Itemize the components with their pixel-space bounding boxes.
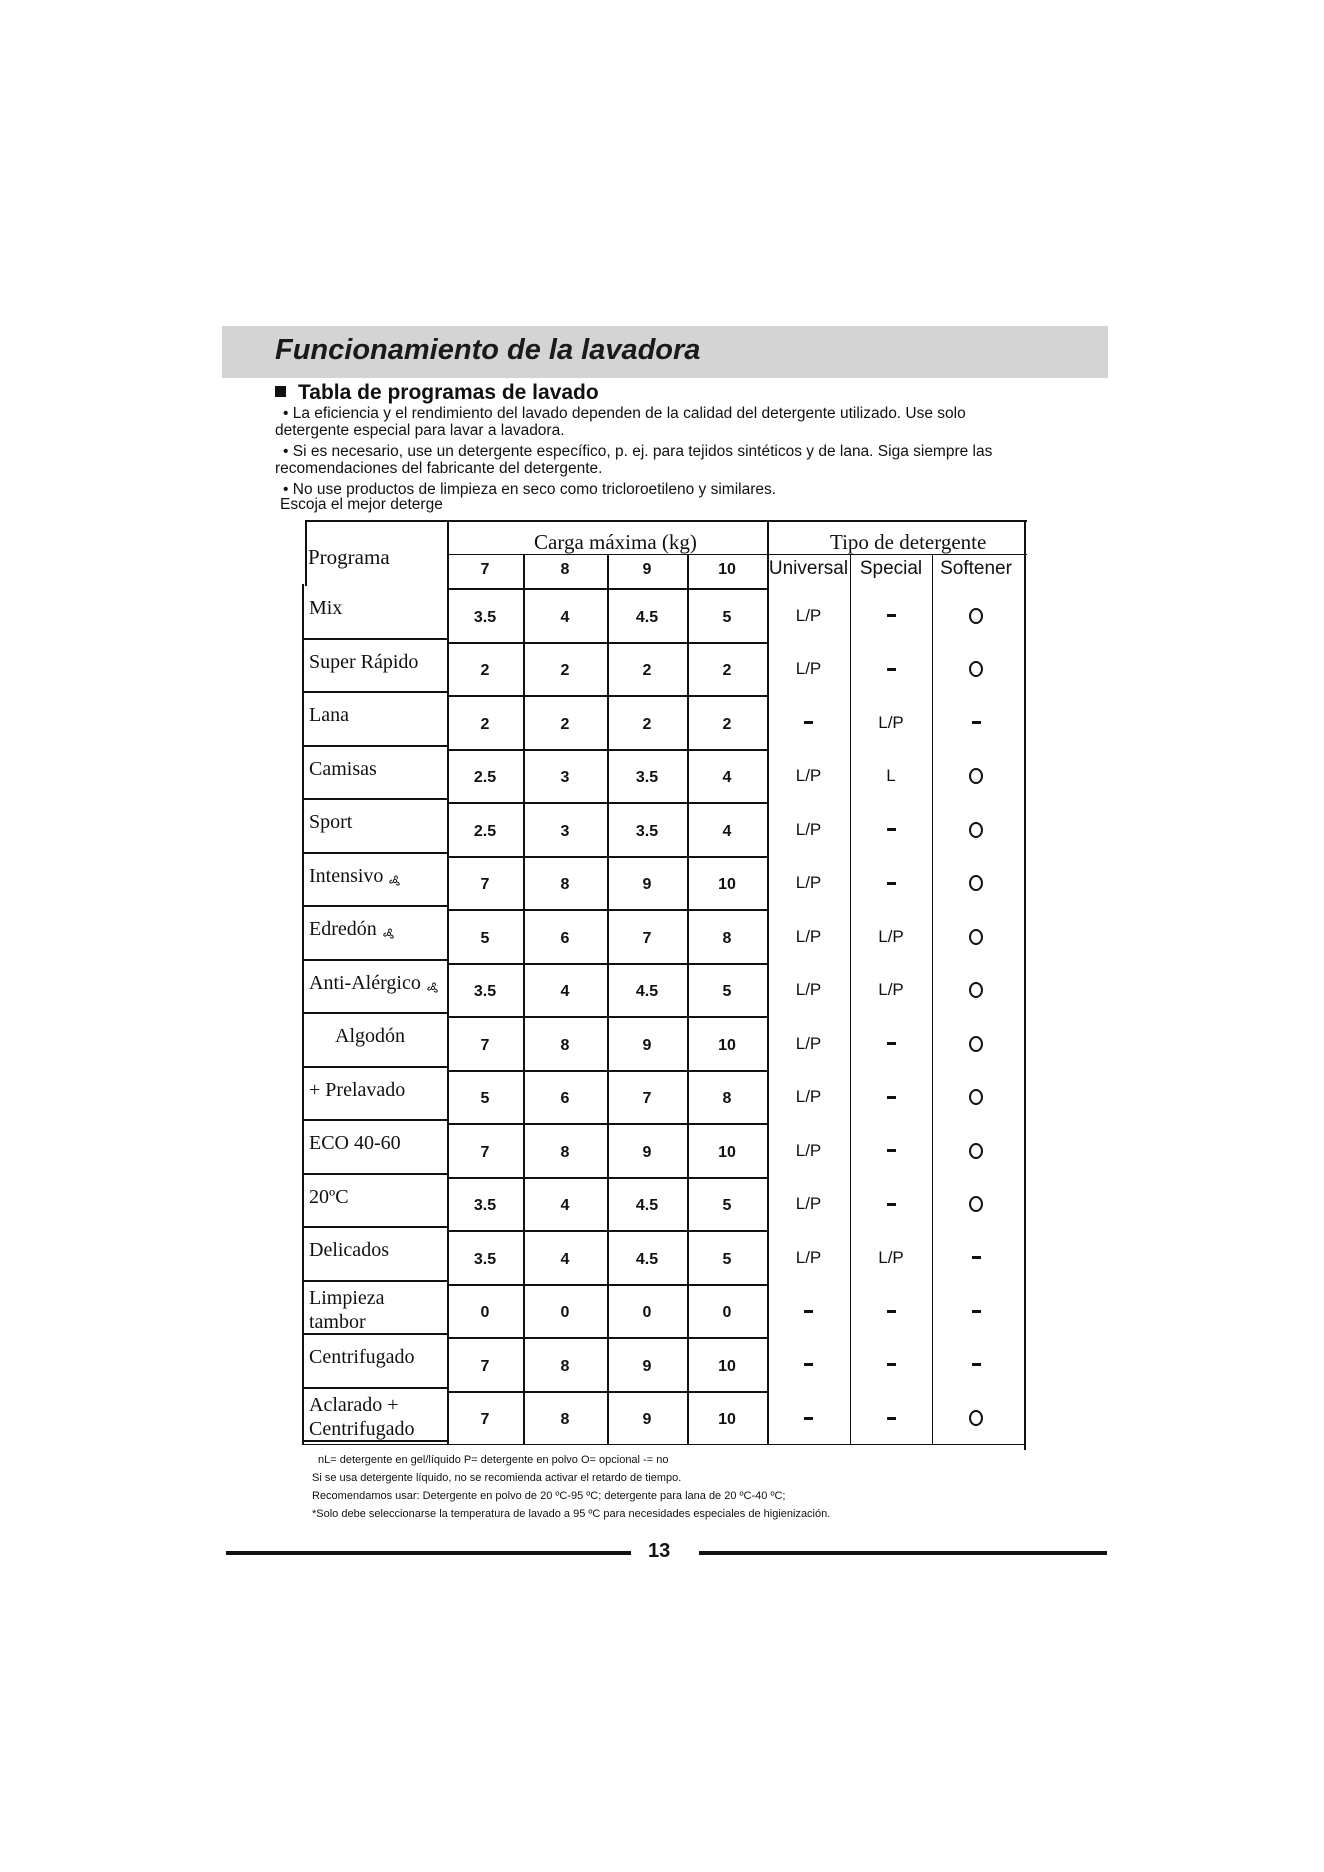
program-label: [309, 971, 454, 995]
fan-icon: [381, 923, 397, 937]
load-value: 4: [722, 822, 732, 840]
load-value: 7: [642, 1090, 652, 1108]
load-value: 8: [722, 929, 732, 947]
program-label: [309, 1185, 454, 1209]
detergent-value: [932, 1020, 1020, 1068]
load-value: 5: [722, 608, 732, 626]
detergent-value: [932, 967, 1020, 1015]
intro-text-1: La eficiencia y el rendimiento del lavado dependen de la calidad del detergente utilizado. Use solo: [292, 405, 966, 422]
intro-text-4: recomendaciones del fabricante del detergente.: [275, 460, 603, 477]
detergent-value: [850, 1074, 932, 1122]
load-value: 4: [560, 983, 570, 1001]
program-label-text: Sport: [309, 811, 353, 833]
load-value: 10: [718, 1036, 736, 1054]
row-rule: [447, 1123, 767, 1125]
load-value: 2: [642, 715, 652, 733]
load-col-header: 7: [480, 561, 490, 578]
detergent-value: [850, 1395, 932, 1443]
load-value: 4: [560, 1197, 570, 1215]
page-title: Funcionamiento de la lavadora: [275, 334, 701, 366]
load-value: 7: [642, 929, 652, 947]
load-value: 4.5: [635, 1197, 659, 1215]
optional-mark: [969, 661, 983, 677]
row-rule: [447, 909, 767, 911]
program-label-text: 20ºC: [309, 1185, 349, 1208]
optional-mark: [969, 929, 983, 945]
optional-mark: [969, 608, 983, 624]
no-mark: [887, 1417, 896, 1420]
load-value: 3.5: [473, 1250, 497, 1268]
intro-line-2: [275, 422, 1075, 439]
load-value: 4: [722, 769, 732, 787]
program-row-rule: [302, 1226, 447, 1228]
program-label-text: Intensivo: [309, 864, 384, 887]
load-value: 3.5: [473, 608, 497, 626]
load-value: 9: [642, 1143, 652, 1161]
load-value: 5: [480, 929, 490, 947]
detergent-value: [850, 1288, 932, 1336]
row-rule: [447, 802, 767, 804]
intro-line-4: [275, 460, 1075, 477]
detergent-value: L/P: [795, 766, 822, 786]
program-label: [309, 917, 454, 941]
load-value: 7: [480, 1357, 490, 1375]
load-value: 2: [560, 662, 570, 680]
load-value: 9: [642, 1357, 652, 1375]
optional-mark: [969, 982, 983, 998]
load-value: 8: [560, 876, 570, 894]
bullet-icon: •: [283, 405, 289, 422]
detergent-value: [850, 1341, 932, 1389]
detergent-value: [932, 806, 1020, 854]
load-value: 7: [480, 1411, 490, 1429]
detergent-value: [850, 592, 932, 640]
no-mark: [887, 614, 896, 617]
detergent-value: [932, 860, 1020, 908]
program-label-text: tambor: [309, 1310, 366, 1333]
detergent-value: [850, 1020, 932, 1068]
detergent-value: [932, 913, 1020, 961]
detergent-value: [932, 753, 1020, 801]
fan-icon: [387, 870, 403, 884]
load-value: 4.5: [635, 983, 659, 1001]
no-mark: [972, 1310, 981, 1313]
load-value: 5: [722, 1250, 732, 1268]
program-label-text: Delicados: [309, 1239, 389, 1261]
program-label-text: Centrifugado: [309, 1417, 415, 1440]
optional-mark: [969, 1089, 983, 1105]
load-value: 8: [560, 1357, 570, 1375]
load-value: 5: [480, 1090, 490, 1108]
detergent-value: [850, 1181, 932, 1229]
program-label-text: + Prelavado: [309, 1078, 406, 1101]
detergent-value: L/P: [795, 1247, 822, 1267]
load-header: Carga máxima (kg): [534, 530, 697, 554]
load-value: 9: [642, 1036, 652, 1054]
detergent-value: L/P: [878, 926, 904, 946]
row-rule: [447, 1284, 767, 1286]
load-value: 2: [480, 662, 490, 680]
no-mark: [887, 668, 896, 671]
table-bottom-rule: [302, 1444, 1026, 1445]
detergent-value: L/P: [795, 1194, 822, 1214]
program-row-rule: [302, 1280, 447, 1282]
load-value: 2: [722, 715, 732, 733]
detergent-value: [767, 1288, 850, 1336]
detergent-value: [932, 1288, 1020, 1336]
fan-icon: [425, 977, 441, 991]
section-heading-text: Tabla de programas de lavado: [298, 381, 599, 404]
program-label: [309, 1286, 454, 1334]
detergent-value: [932, 646, 1020, 694]
load-value: 2.5: [473, 769, 497, 787]
no-mark: [887, 882, 896, 885]
program-row-rule: [302, 1173, 447, 1175]
footnote-3: Recomendamos usar: Detergente en polvo de 20 ºC-95 ºC; detergente para lana de 20 ºC-40 ºC;: [312, 1490, 786, 1502]
program-label: [309, 596, 454, 620]
no-mark: [804, 1417, 813, 1420]
detergent-value: [850, 1127, 932, 1175]
load-value: 0: [642, 1304, 652, 1322]
program-label-text: Anti-Alérgico: [309, 971, 421, 994]
detergent-value: [850, 806, 932, 854]
load-value: 9: [642, 1411, 652, 1429]
load-value: 5: [722, 983, 732, 1001]
row-rule: [447, 749, 767, 751]
load-value: 2: [722, 662, 732, 680]
detergent-value: L/P: [795, 980, 822, 1000]
load-value: 3.5: [635, 822, 659, 840]
program-label: [309, 650, 454, 674]
row-rule: [447, 588, 767, 590]
program-label: [309, 757, 454, 781]
no-mark: [887, 1203, 896, 1206]
detergent-value: [767, 1341, 850, 1389]
optional-mark: [969, 1036, 983, 1052]
load-value: 7: [480, 876, 490, 894]
load-value: 6: [560, 929, 570, 947]
table-right-rule: [1024, 520, 1026, 1450]
load-value: 9: [642, 876, 652, 894]
load-col-header: 9: [642, 561, 652, 578]
load-value: 2: [480, 715, 490, 733]
no-mark: [972, 721, 981, 724]
detergent-value: [932, 1341, 1020, 1389]
optional-mark: [969, 768, 983, 784]
no-mark: [887, 1096, 896, 1099]
footer-rule-left: [226, 1551, 631, 1555]
load-value: 0: [480, 1304, 490, 1322]
detergent-value: L: [886, 766, 896, 786]
detergent-value: L/P: [878, 712, 904, 732]
program-row-rule: [302, 798, 447, 800]
load-value: 3: [560, 769, 570, 787]
load-value: 10: [718, 1357, 736, 1375]
load-value: 4: [560, 608, 570, 626]
intro-text-2: detergente especial para lavar a lavadora.: [275, 422, 565, 439]
load-col-header: 10: [718, 561, 736, 578]
program-row-rule: [302, 745, 447, 747]
detergent-value: [850, 860, 932, 908]
load-value: 10: [718, 1143, 736, 1161]
detergent-value: [932, 1127, 1020, 1175]
program-label: [309, 1238, 454, 1262]
load-value: 7: [480, 1143, 490, 1161]
optional-mark: [969, 875, 983, 891]
program-row-rule: [302, 905, 447, 907]
row-rule: [447, 1177, 767, 1179]
row-rule: [447, 1337, 767, 1339]
square-bullet-icon: [275, 386, 286, 397]
load-value: 3.5: [473, 983, 497, 1001]
program-label-text: Mix: [309, 597, 343, 619]
detergent-value: [850, 646, 932, 694]
detergent-value: [767, 699, 850, 747]
no-mark: [887, 1363, 896, 1366]
optional-mark: [969, 1410, 983, 1426]
detergent-value: L/P: [795, 659, 822, 679]
no-mark: [887, 1042, 896, 1045]
program-row-rule: [302, 852, 447, 854]
load-value: 4: [560, 1250, 570, 1268]
row-rule: [447, 1391, 767, 1393]
detergent-value: L/P: [795, 1087, 822, 1107]
optional-mark: [969, 1143, 983, 1159]
program-label: [309, 1078, 454, 1102]
load-value: 2: [560, 715, 570, 733]
load-value: 2: [642, 662, 652, 680]
program-label: [309, 703, 454, 727]
detergent-value: [932, 1395, 1020, 1443]
footnote-2: Si se usa detergente líquido, no se recomienda activar el retardo de tiempo.: [312, 1472, 682, 1484]
section-heading: [275, 381, 599, 405]
left-rule: [305, 520, 307, 586]
detergent-header: Tipo de detergente: [830, 530, 987, 554]
program-row-rule: [302, 1012, 447, 1014]
detergent-value: L/P: [795, 605, 822, 625]
intro-text-3: Si es necesario, use un detergente específico, p. ej. para tejidos sintéticos y de lana. Siga siempre las: [292, 443, 993, 460]
detergent-value: [932, 1074, 1020, 1122]
detergent-value: [932, 592, 1020, 640]
no-mark: [972, 1363, 981, 1366]
row-rule: [447, 856, 767, 858]
row-rule: [447, 695, 767, 697]
load-value: 4.5: [635, 608, 659, 626]
detergent-col-header: Special: [859, 558, 923, 579]
program-label-text: Limpieza: [309, 1286, 385, 1309]
footnote-4: *Solo debe seleccionarse la temperatura de lavado a 95 ºC para necesidades especiales de higienización.: [312, 1508, 831, 1520]
load-value: 0: [560, 1304, 570, 1322]
no-mark: [887, 1310, 896, 1313]
no-mark: [972, 1256, 981, 1259]
detergent-value: L/P: [795, 1033, 822, 1053]
load-value: 4.5: [635, 1250, 659, 1268]
page-number: 13: [648, 1540, 671, 1562]
no-mark: [804, 1363, 813, 1366]
row-rule: [447, 1016, 767, 1018]
intro-line-1: [275, 405, 1075, 422]
program-row-rule: [302, 1387, 447, 1389]
program-header: Programa: [308, 545, 390, 569]
program-row-rule: [302, 1066, 447, 1068]
program-label-text: Lana: [309, 704, 349, 726]
load-value: 0: [722, 1304, 732, 1322]
detergent-value: [932, 1181, 1020, 1229]
no-mark: [887, 1149, 896, 1152]
program-row-rule: [302, 691, 447, 693]
detergent-value: L/P: [878, 980, 904, 1000]
detergent-col-header: Softener: [940, 558, 1012, 579]
no-mark: [804, 1310, 813, 1313]
program-row-rule: [302, 638, 447, 640]
load-value: 10: [718, 1411, 736, 1429]
program-label-text: Super Rápido: [309, 650, 419, 673]
load-value: 8: [560, 1411, 570, 1429]
optional-mark: [969, 1196, 983, 1212]
intro-line-3: [275, 443, 1075, 460]
program-left-rule: [302, 584, 304, 1444]
intro-text: [275, 405, 1075, 502]
detergent-value: L/P: [795, 1140, 822, 1160]
program-label-text: Algodón: [335, 1025, 405, 1047]
program-label-text: Camisas: [309, 757, 377, 780]
table-top-rule: [305, 520, 1027, 522]
optional-mark: [969, 822, 983, 838]
program-label-text: Aclarado +: [309, 1393, 399, 1416]
no-mark: [887, 828, 896, 831]
detergent-value: L/P: [795, 873, 822, 893]
detergent-value: L/P: [795, 819, 822, 839]
load-value: 8: [560, 1036, 570, 1054]
detergent-value: L/P: [878, 1247, 904, 1267]
row-rule: [447, 1230, 767, 1232]
program-label: [309, 810, 454, 834]
detergent-value: L/P: [795, 926, 822, 946]
no-mark: [804, 721, 813, 724]
load-value: 3.5: [473, 1197, 497, 1215]
program-label: [309, 1393, 454, 1441]
load-value: 6: [560, 1090, 570, 1108]
load-value: 2.5: [473, 822, 497, 840]
footnote-1: nL= detergente en gel/líquido P= detergente en polvo O= opcional -= no: [318, 1454, 669, 1466]
load-col-header: 8: [560, 561, 570, 578]
load-value: 8: [560, 1143, 570, 1161]
program-label: [309, 1345, 454, 1369]
detergent-value: [767, 1395, 850, 1443]
detergent-col-header: Universal: [768, 558, 849, 579]
load-value: 3: [560, 822, 570, 840]
program-label-text: Centrifugado: [309, 1346, 415, 1368]
intro-text-5: No use productos de limpieza en seco como tricloroetileno y similares.: [292, 481, 777, 498]
detergent-value: [932, 699, 1020, 747]
row-rule: [447, 1070, 767, 1072]
load-value: 5: [722, 1197, 732, 1215]
load-value: 3.5: [635, 769, 659, 787]
program-label-text: ECO 40-60: [309, 1132, 401, 1154]
detergent-value: [932, 1234, 1020, 1282]
row-rule: [447, 642, 767, 644]
program-row-rule: [302, 1119, 447, 1121]
choose-text: Escoja el mejor deterge: [280, 496, 443, 513]
program-label-text: Edredón: [309, 918, 377, 940]
bullet-icon: •: [283, 481, 289, 498]
load-value: 7: [480, 1036, 490, 1054]
footer-rule-right: [699, 1551, 1107, 1555]
footnotes: [312, 1451, 831, 1523]
program-label: [309, 1131, 454, 1155]
bullet-icon: •: [283, 443, 289, 460]
program-row-rule: [302, 959, 447, 961]
load-value: 10: [718, 876, 736, 894]
load-value: 8: [722, 1090, 732, 1108]
row-rule: [447, 963, 767, 965]
program-label: [309, 864, 454, 888]
